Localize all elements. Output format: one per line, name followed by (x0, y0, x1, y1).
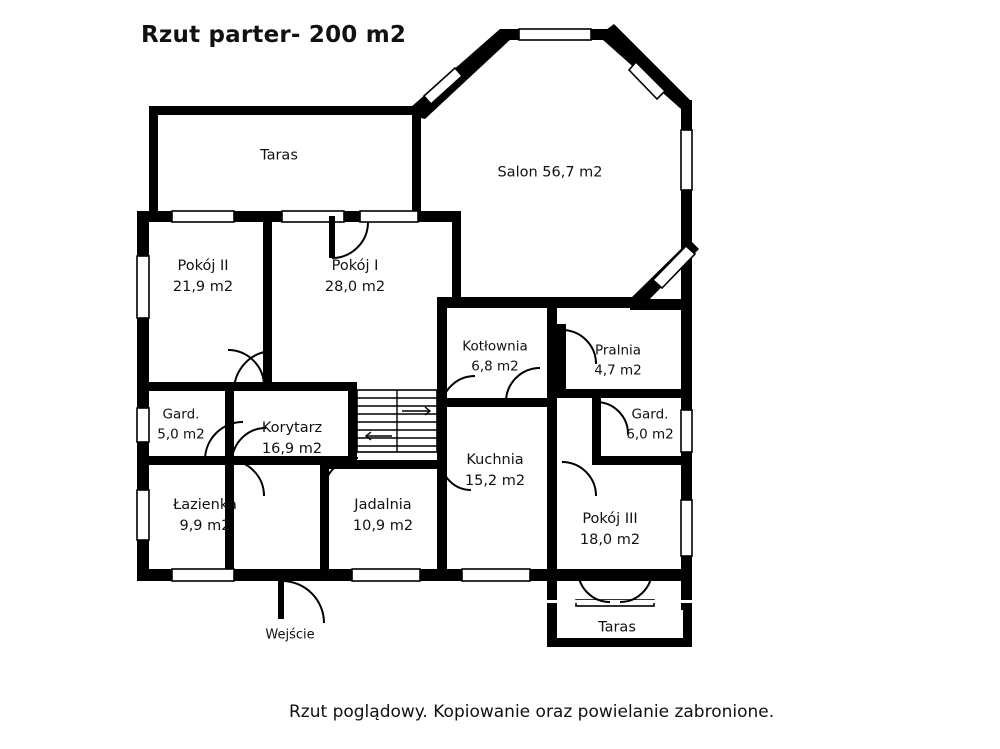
room-name: Jadalnia (354, 496, 412, 513)
room-name: Korytarz (261, 419, 323, 436)
room-name: Pralnia (594, 342, 642, 359)
room-area: 6,8 m2 (471, 358, 519, 374)
room-area: 5,0 m2 (157, 426, 205, 442)
room-name: Taras (598, 619, 636, 636)
room-name: Kuchnia (466, 451, 524, 468)
room-area: 28,0 m2 (324, 279, 386, 295)
room-name: Taras (260, 147, 298, 164)
room-area: 18,0 m2 (579, 532, 641, 548)
room-name: Gard. (631, 406, 669, 423)
room-area: 4,7 m2 (594, 362, 642, 378)
room-area: 21,9 m2 (172, 279, 234, 295)
annotation-label: Wejście (265, 627, 315, 643)
room-name: Pokój II (177, 257, 229, 274)
room-name: Pokój III (582, 510, 638, 527)
room-area: 16,9 m2 (261, 441, 323, 457)
room-name: Pokój I (331, 257, 379, 274)
staircase (357, 390, 437, 452)
walls-layer (137, 24, 699, 647)
room-name: Łazienka (173, 496, 237, 513)
room-name: Kotłownia (462, 338, 528, 355)
room-area: 6,0 m2 (626, 426, 674, 442)
page-title: Rzut parter- 200 m2 (141, 22, 407, 48)
room-name-area: Salon 56,7 m2 (497, 164, 603, 181)
copyright-notice: Rzut poglądowy. Kopiowanie oraz powielanie zabronione. (289, 702, 775, 722)
room-area: 15,2 m2 (464, 473, 526, 489)
room-area: 9,9 m2 (179, 518, 231, 534)
room-area: 10,9 m2 (352, 518, 414, 534)
room-name: Gard. (162, 406, 200, 423)
